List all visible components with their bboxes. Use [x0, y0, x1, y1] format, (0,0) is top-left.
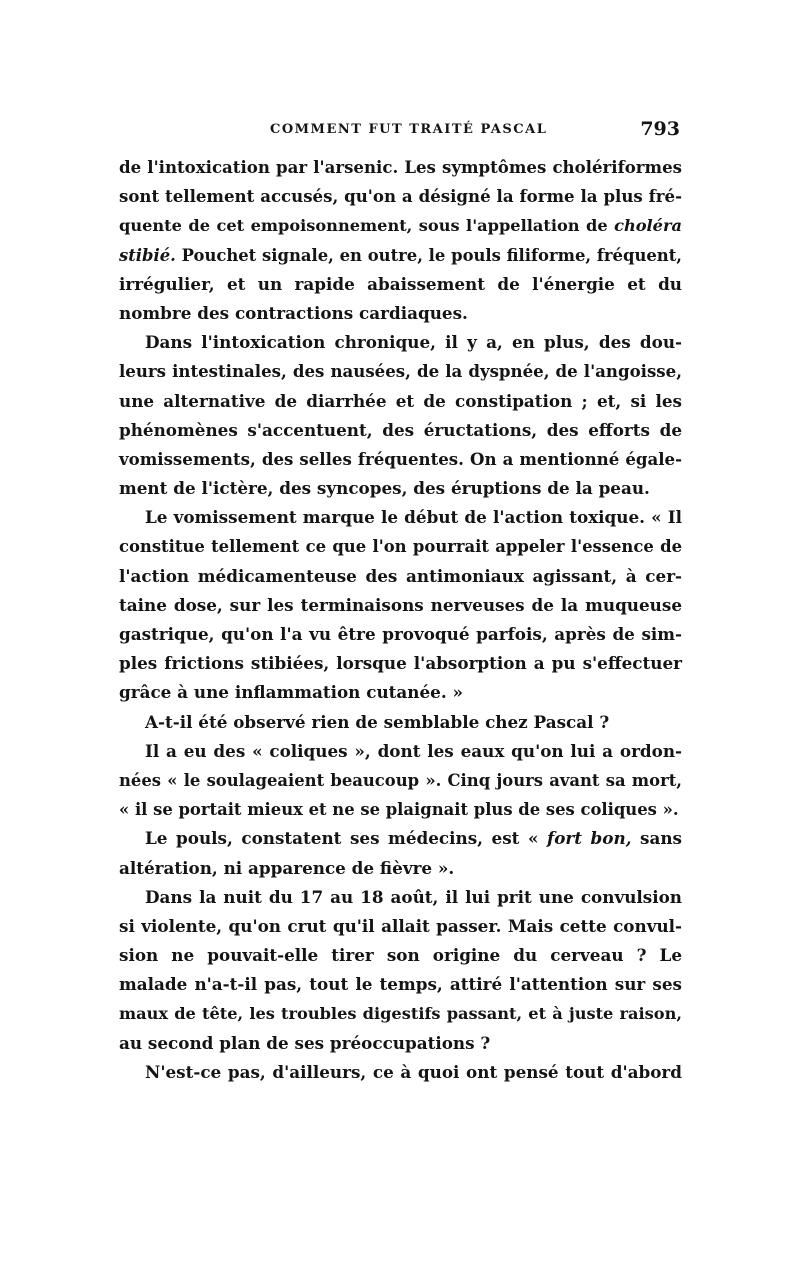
italic-text: choléra	[614, 216, 682, 236]
text-line	[119, 912, 682, 941]
text-segment: nées « le soulageaient beaucoup ». Cinq jours avant sa mort,	[119, 770, 682, 790]
text-segment: Dans la nuit du 17 au 18 août, il lui prit une convulsion	[145, 886, 682, 907]
text-line	[119, 678, 682, 707]
text-segment: au second plan de ses préoccupations ?	[119, 1032, 491, 1053]
text-line	[119, 270, 682, 299]
text-line	[119, 1058, 682, 1087]
page-number: 793	[640, 118, 680, 140]
text-segment: Pouchet signale, en outre, le pouls filiforme, fréquent,	[175, 245, 682, 265]
text-segment: irrégulier, et un rapide abaissement de l'énergie et du	[119, 273, 682, 294]
text-line	[119, 620, 682, 649]
text-line	[119, 795, 682, 824]
text-line	[119, 737, 682, 766]
text-segment: si violente, qu'on crut qu'il allait passer. Mais cette convul-	[119, 915, 682, 936]
text-line	[119, 357, 682, 386]
text-line	[119, 970, 682, 999]
text-segment: quente de cet empoisonnement, sous l'appellation de	[119, 216, 615, 236]
text-line	[119, 708, 682, 737]
text-segment: sont tellement accusés, qu'on a désigné la forme la plus fré-	[119, 186, 682, 207]
text-segment: « il se portait mieux et ne se plaignait plus de ses coliques ».	[119, 800, 679, 820]
text-segment: Le vomissement marque le début de l'action toxique. « Il	[145, 507, 682, 528]
text-line	[119, 182, 682, 211]
text-segment: taine dose, sur les terminaisons nerveuses de la muqueuse	[119, 594, 682, 615]
text-segment: de l'intoxication par l'arsenic. Les symptômes cholériformes	[119, 157, 682, 177]
text-segment: nombre des contractions cardiaques.	[119, 302, 468, 323]
page-header	[120, 120, 680, 146]
text-segment: une alternative de diarrhée et de constipation ; et, si les	[119, 390, 682, 411]
text-line	[119, 766, 682, 795]
text-segment: ples frictions stibiées, lorsque l'absorption a pu s'effectuer	[119, 653, 682, 674]
text-segment: sion ne pouvait-elle tirer son origine du cerveau ? Le	[119, 945, 682, 966]
text-segment: grâce à une inflammation cutanée. »	[119, 682, 463, 703]
text-line	[119, 941, 682, 970]
text-line	[119, 532, 682, 561]
text-segment: sans	[631, 828, 682, 849]
text-segment: constitue tellement ce que l'on pourrait appeler l'essence de	[119, 537, 682, 557]
italic-text: stibié.	[119, 245, 176, 265]
text-line	[119, 824, 682, 853]
text-line	[119, 503, 682, 532]
text-line	[119, 241, 682, 270]
text-segment: altération, ni apparence de fièvre ».	[119, 857, 455, 878]
text-segment: maux de tête, les troubles digestifs passant, et à juste raison,	[119, 1004, 682, 1024]
text-line	[119, 999, 682, 1028]
text-segment: gastrique, qu'on l'a vu être provoqué parfois, après de sim-	[119, 624, 682, 644]
text-line	[119, 562, 682, 591]
text-line	[119, 474, 682, 503]
text-line	[119, 883, 682, 912]
running-title: COMMENT FUT TRAITÉ PASCAL	[270, 122, 548, 137]
text-segment: Il a eu des « coliques », dont les eaux qu'on lui a ordon-	[145, 740, 682, 761]
text-line	[119, 1029, 682, 1058]
text-line	[119, 299, 682, 328]
text-line	[119, 153, 682, 182]
text-line	[119, 854, 682, 883]
text-segment: Dans l'intoxication chronique, il y a, en plus, des dou-	[145, 332, 682, 353]
text-line	[119, 649, 682, 678]
text-segment: ment de l'ictère, des syncopes, des éruptions de la peau.	[119, 478, 650, 499]
text-segment: N'est-ce pas, d'ailleurs, ce à quoi ont pensé tout d'abord	[145, 1061, 682, 1082]
text-segment: malade n'a-t-il pas, tout le temps, attiré l'attention sur ses	[119, 974, 682, 995]
body-text	[119, 153, 682, 1087]
text-segment: Le pouls, constatent ses médecins, est «	[145, 828, 547, 849]
text-segment: leurs intestinales, des nausées, de la dyspnée, de l'angoisse,	[119, 361, 682, 382]
text-segment: l'action médicamenteuse des antimoniaux agissant, à cer-	[119, 565, 682, 586]
text-line	[119, 591, 682, 620]
text-segment: A-t-il été observé rien de semblable chez Pascal ?	[145, 711, 610, 732]
text-line	[119, 416, 682, 445]
text-segment: phénomènes s'accentuent, des éructations, des efforts de	[119, 419, 682, 440]
italic-text: fort bon,	[546, 828, 632, 849]
text-segment: vomissements, des selles fréquentes. On a mentionné égale-	[119, 448, 682, 469]
text-line	[119, 211, 682, 240]
text-line	[119, 328, 682, 357]
text-line	[119, 387, 682, 416]
text-line	[119, 445, 682, 474]
